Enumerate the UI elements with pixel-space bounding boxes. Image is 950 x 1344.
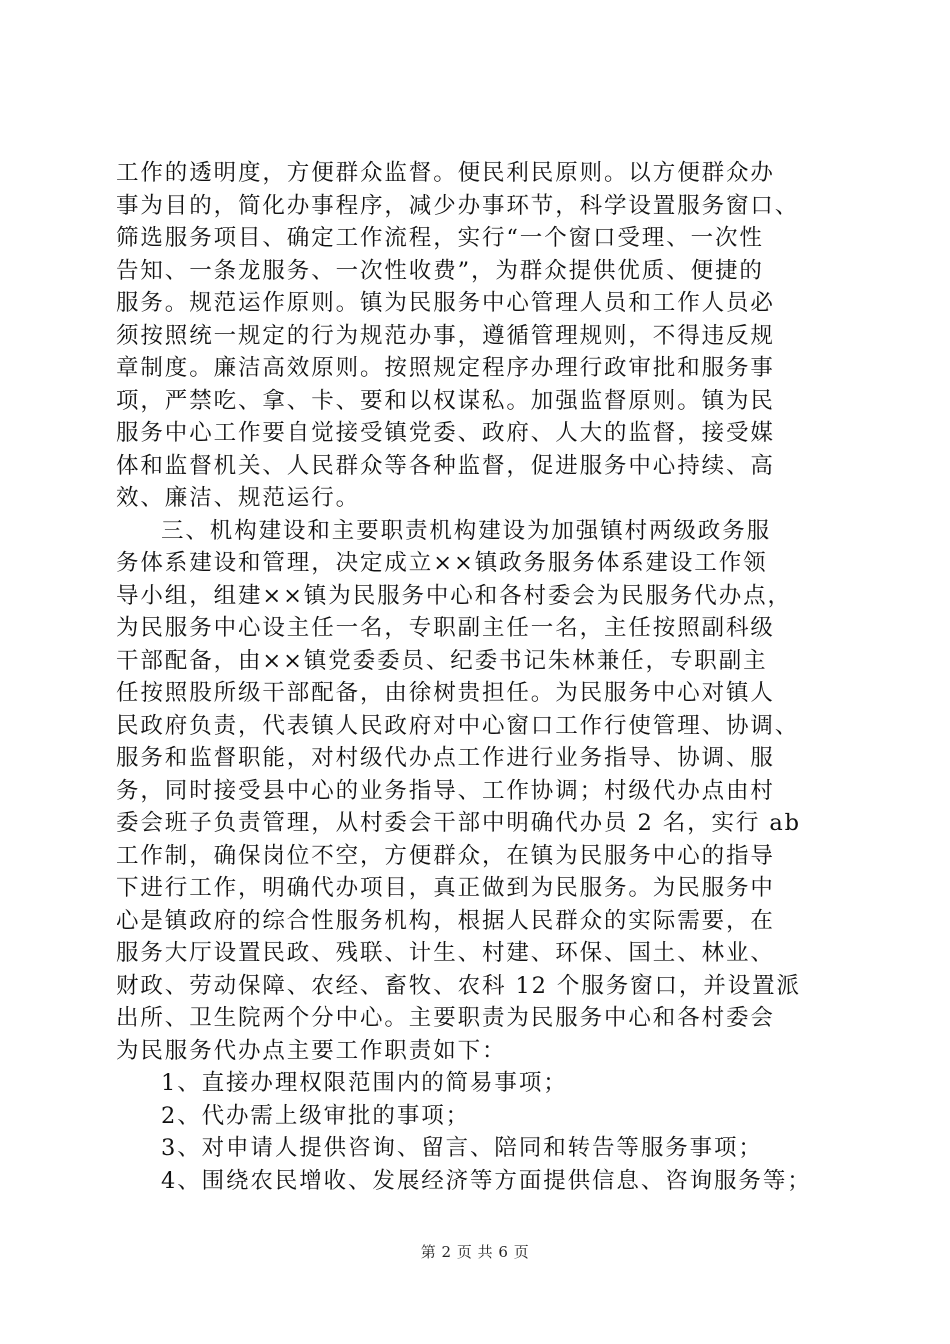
text-line: 委会班子负责管理，从村委会干部中明确代办员 2 名，实行 ab bbox=[116, 810, 801, 836]
text-line: 体和监督机关、人民群众等各种监督，促进服务中心持续、高 bbox=[116, 452, 775, 479]
text-line: 干部配备，由××镇党委委员、纪委书记朱林兼任，专职副主 bbox=[116, 647, 768, 674]
text-line: 告知、一条龙服务、一次性收费”，为群众提供优质、便捷的 bbox=[116, 257, 764, 284]
page-number-footer: 第 2 页 共 6 页 bbox=[420, 1243, 530, 1261]
text-line: 务体系建设和管理，决定成立××镇政务服务体系建设工作领 bbox=[116, 550, 768, 576]
text-line: 工作的透明度，方便群众监督。便民利民原则。以方便群众办 bbox=[116, 160, 775, 186]
list-item: 2、代办需上级审批的事项； bbox=[161, 1102, 471, 1129]
text-line: 财政、劳动保障、农经、畜牧、农科 12 个服务窗口，并设置派 bbox=[116, 972, 801, 999]
list-item: 3、对申请人提供咨询、留言、陪同和转告等服务事项； bbox=[161, 1135, 763, 1161]
text-line: 出所、卫生院两个分中心。主要职责为民服务中心和各村委会 bbox=[116, 1005, 775, 1031]
text-line: 为民服务中心设主任一名，专职副主任一名，主任按照副科级 bbox=[116, 615, 775, 641]
text-line: 项，严禁吃、拿、卡、要和以权谋私。加强监督原则。镇为民 bbox=[116, 387, 775, 414]
text-line: 心是镇政府的综合性服务机构，根据人民群众的实际需要，在 bbox=[116, 907, 775, 934]
text-line: 事为目的，简化办事程序，减少办事环节，科学设置服务窗口、 bbox=[116, 192, 800, 219]
document-body bbox=[116, 157, 838, 1197]
text-line: 效、廉洁、规范运行。 bbox=[116, 485, 361, 511]
text-line: 服务大厅设置民政、残联、计生、村建、环保、国土、林业、 bbox=[116, 940, 775, 966]
text-line: 筛选服务项目、确定工作流程，实行“一个窗口受理、一次性 bbox=[116, 225, 764, 251]
list-item: 1、直接办理权限范围内的简易事项； bbox=[161, 1070, 568, 1096]
text-line: 民政府负责，代表镇人民政府对中心窗口工作行使管理、协调、 bbox=[116, 712, 800, 739]
text-line: 任按照股所级干部配备，由徐树贵担任。为民服务中心对镇人 bbox=[116, 680, 775, 706]
text-line: 工作制，确保岗位不空，方便群众，在镇为民服务中心的指导 bbox=[116, 842, 775, 869]
text-line: 务，同时接受县中心的业务指导、工作协调；村级代办点由村 bbox=[116, 777, 775, 804]
text-line: 服务和监督职能，对村级代办点工作进行业务指导、协调、服 bbox=[116, 745, 775, 771]
text-line: 服务。规范运作原则。镇为民服务中心管理人员和工作人员必 bbox=[116, 290, 775, 316]
text-line: 章制度。廉洁高效原则。按照规定程序办理行政审批和服务事 bbox=[116, 355, 775, 381]
text-line: 须按照统一规定的行为规范办事，遵循管理规则，不得违反规 bbox=[116, 322, 775, 349]
section-heading-line: 三、机构建设和主要职责机构建设为加强镇村两级政务服 bbox=[161, 517, 772, 544]
text-line: 服务中心工作要自觉接受镇党委、政府、人大的监督，接受媒 bbox=[116, 420, 775, 446]
text-line: 下进行工作，明确代办项目，真正做到为民服务。为民服务中 bbox=[116, 875, 775, 901]
text-line: 导小组，组建××镇为民服务中心和各村委会为民服务代办点， bbox=[116, 582, 792, 609]
text-line: 为民服务代办点主要工作职责如下： bbox=[116, 1037, 507, 1064]
list-item: 4、围绕农民增收、发展经济等方面提供信息、咨询服务等； bbox=[161, 1167, 812, 1194]
